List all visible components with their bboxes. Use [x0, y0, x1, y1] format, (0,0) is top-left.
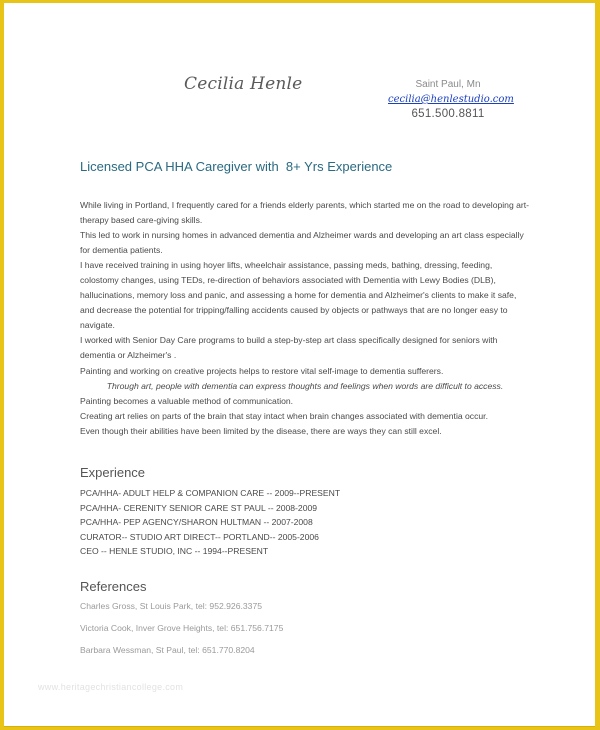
references-heading: References	[80, 579, 147, 594]
contact-email-link[interactable]: cecilia@henlestudio.com	[388, 94, 514, 105]
closing-paragraph: Creating art relies on parts of the brain that stay intact when brain changes associated with dementia occur.	[80, 410, 488, 421]
reference-item: Charles Gross, St Louis Park, tel: 952.926.3375	[80, 601, 263, 611]
resume-headline: Licensed PCA HHA Caregiver with 8+ Yrs Experience	[80, 159, 393, 174]
summary-paragraph: This led to work in nursing homes in advanced dementia and Alzheimer wards and developing an art class especially for dementia patients.	[80, 230, 524, 256]
watermark-text: www.heritagechristiancollege.com	[38, 682, 184, 692]
references-list	[80, 601, 283, 667]
experience-heading: Experience	[80, 465, 146, 480]
contact-block	[388, 77, 514, 122]
contact-city: Saint Paul, Mn	[415, 79, 481, 90]
contact-phone: 651.500.8811	[411, 108, 485, 120]
reference-item: Victoria Cook, Inver Grove Heights, tel: 651.756.7175	[80, 623, 284, 633]
summary-quote: Through art, people with dementia can express thoughts and feelings when words are difficult to access.	[106, 380, 504, 391]
closing-paragraph: Painting becomes a valuable method of communication.	[80, 395, 294, 406]
summary-body	[80, 198, 530, 439]
summary-paragraph: I have received training in using hoyer lifts, wheelchair assistance, passing meds, bathing, dressing, feeding, colostomy changes, using TEDs, re-direction of behaviors associated with Dementia with Lewy Bodies (DLB), hallucinations, memory loss and panic, and assessing a home for dementia and Alzheimer's clients to make it safe, and decrease the potential for tripping/falling accidents caused by objects or pathways that are no longer easy to navigate.	[80, 260, 517, 331]
experience-item: CEO -- HENLE STUDIO, INC -- 1994--PRESENT	[80, 546, 269, 557]
experience-list	[80, 486, 340, 559]
experience-item: PCA/HHA- CERENITY SENIOR CARE ST PAUL -- 2008-2009	[80, 502, 318, 513]
candidate-name: Cecilia Henle	[184, 74, 303, 94]
closing-paragraph: Even though their abilities have been limited by the disease, there are ways they can still excel.	[80, 425, 442, 436]
resume-page	[4, 3, 595, 727]
experience-item: PCA/HHA- ADULT HELP & COMPANION CARE -- 2009--PRESENT	[80, 488, 341, 498]
summary-paragraph: I worked with Senior Day Care programs to build a step-by-step art class specifically designed for seniors with dementia or Alzheimer's .	[80, 335, 498, 361]
summary-paragraph: While living in Portland, I frequently cared for a friends elderly parents, which started me on the road to developing art-therapy based care-giving skills.	[80, 200, 530, 226]
summary-paragraph: Painting and working on creative projects helps to restore vital self-image to dementia sufferers.	[80, 365, 444, 376]
experience-item: CURATOR-- STUDIO ART DIRECT-- PORTLAND-- 2005-2006	[80, 531, 319, 542]
reference-item: Barbara Wessman, St Paul, tel: 651.770.8204	[80, 645, 255, 655]
experience-item: PCA/HHA- PEP AGENCY/SHARON HULTMAN -- 2007-2008	[80, 517, 313, 528]
